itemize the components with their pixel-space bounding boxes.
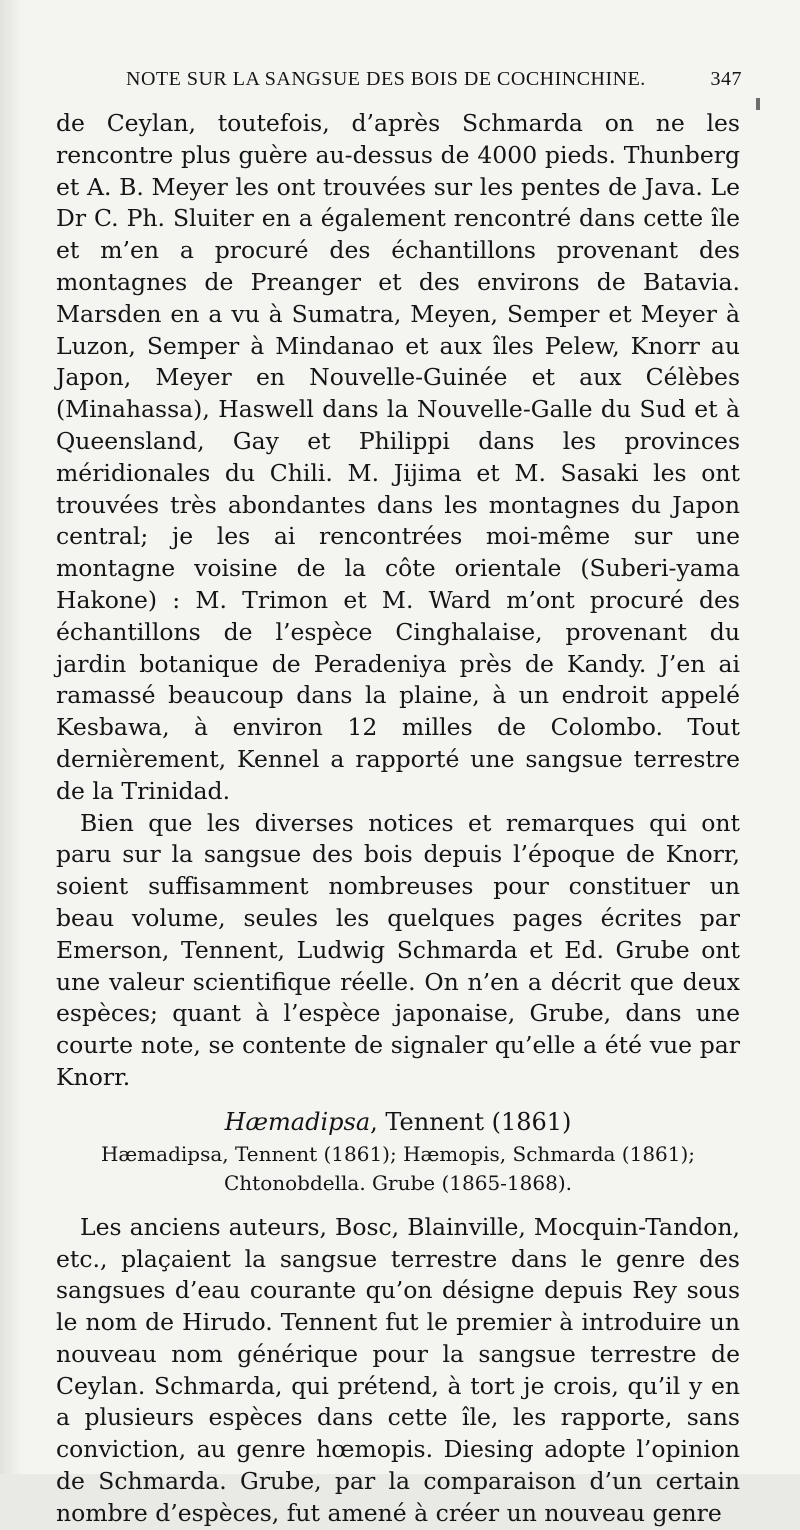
page-edge-shadow bbox=[0, 0, 22, 1474]
running-head bbox=[56, 62, 742, 96]
section-heading bbox=[56, 1106, 740, 1138]
page-number: 347 bbox=[710, 68, 742, 90]
print-mark bbox=[756, 98, 760, 110]
body-text bbox=[56, 108, 740, 1530]
paragraph-distribution: de Ceylan, toutefois, d’après Schmarda on ne les rencontre plus guère au-dessus de 4000 pieds. Thunberg et A. B. Meyer les ont trouvées sur les pentes de Java. Le Dr C. Ph. Sluiter en a également rencontré dans cette île et m’en a procuré des échantillons provenant des montagnes de Preanger et des environs de Batavia. Marsden en a vu à Sumatra, Meyen, Semper et Meyer à Luzon, Semper à Mindanao et aux îles Pelew, Knorr au Japon, Meyer en Nouvelle-Guinée et aux Célèbes (Minahassa), Haswell dans la Nouvelle-Galle du Sud et à Queensland, Gay et Philippi dans les provinces méridionales du Chili. M. Jijima et M. Sasaki les ont trouvées très abondantes dans les montagnes du Japon central; je les ai rencontrées moi-même sur une montagne voisine de la côte orientale (Suberi-yama Hakone) : M. Trimon et M. Ward m’ont procuré des échantillons de l’espèce Cinghalaise, provenant du jardin botanique de Peradeniya près de Kandy. J’en ai ramassé beaucoup dans la plaine, à un endroit appelé Kesbawa, à environ 12 milles de Colombo. Tout dernièrement, Kennel a rapporté une sangsue terrestre de la Trinidad. bbox=[56, 109, 740, 805]
paragraph-literature: Bien que les diverses notices et remarques qui ont paru sur la sangsue des bois depuis l’époque de Knorr, soient suffisamment nombreuses pour constituer un beau volume, seules les quelques pages écrites par Emerson, Tennent, Ludwig Schmarda et Ed. Grube ont une valeur scientifique réelle. On n’en a décrit que deux espèces; quant à l’espèce japonaise, Grube, dans une courte note, se contente de signaler qu’elle a été vue par Knorr. bbox=[56, 808, 740, 1091]
running-title: NOTE SUR LA SANGSUE DES BOIS DE COCHINCHINE. bbox=[126, 68, 646, 90]
synonyms-line-1: Hæmadipsa, Tennent (1861); Hæmopis, Schmarda (1861); bbox=[100, 1141, 696, 1166]
section-genus: Hæmadipsa bbox=[224, 1107, 371, 1136]
paragraph-taxonomy: Les anciens auteurs, Bosc, Blainville, Mocquin-Tandon, etc., plaçaient la sangsue terrestre dans le genre des sangsues d’eau courante qu’on désigne depuis Rey sous le nom de Hirudo. Tennent fut le premier à introduire un nouveau nom générique pour la sangsue terrestre de Ceylan. Schmarda, qui prétend, à tort je crois, qu’il y en a plusieurs espèces dans cette île, les rapporte, sans conviction, au genre hœmopis. Diesing adopte l’opinion de Schmarda. Grube, par la comparaison d’un certain nombre d’espèces, fut amené à créer un nouveau genre bbox=[56, 1212, 740, 1527]
section-author-year: , Tennent (1861) bbox=[370, 1107, 572, 1136]
synonyms-line-2: Chtonobdella. Grube (1865-1868). bbox=[224, 1170, 572, 1195]
